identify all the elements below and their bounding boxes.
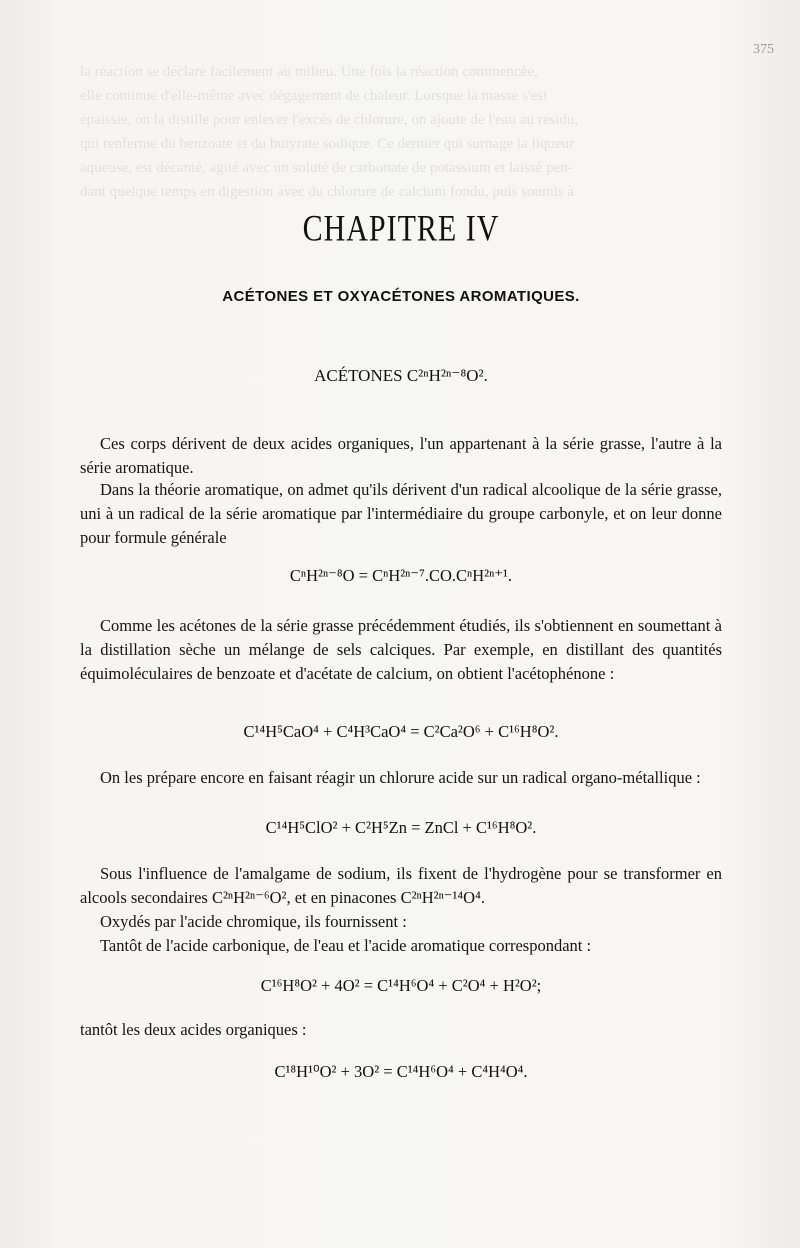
- paragraph: Sous l'influence de l'amalgame de sodium, ils fixent de l'hydrogène pour se transformer en alcools secondaires C²ⁿH²ⁿ⁻⁶O², et en pinacones C²ⁿH²ⁿ⁻¹⁴O⁴.: [80, 864, 722, 907]
- paragraph: Oxydés par l'acide chromique, ils fournissent :: [100, 912, 407, 931]
- section-title: ACÉTONES ET OXYACÉTONES AROMATIQUES.: [222, 288, 580, 305]
- page-number: 375: [753, 42, 774, 57]
- paragraph: Comme les acétones de la série grasse précédemment étudiés, ils s'obtiennent en soumettant à la distillation sèche un mélange de sels calciques. Par exemple, en distillant des quantités équimoléculaires de benzoate et d'acétate de calcium, on obtient l'acétophénone :: [80, 616, 722, 683]
- chapter-title: CHAPITRE IV: [302, 207, 500, 249]
- paragraph: Dans la théorie aromatique, on admet qu'ils dérivent d'un radical alcoolique de la série grasse, uni à un radical de la série aromatique par l'intermédiaire du groupe carbonyle, et on leur donne pour formule générale: [80, 480, 722, 547]
- paragraph: Ces corps dérivent de deux acides organiques, l'un appartenant à la série grasse, l'autre à la série aromatique.: [80, 434, 722, 477]
- paragraph: tantôt les deux acides organiques :: [80, 1020, 307, 1039]
- show-through-text: la réaction se déclare facilement au milieu. Une fois la réaction commencée, elle continue d'elle-même avec dégagement de chaleur. Lorsque la masse s'est épaissie, on la distille pour enlever l'excès de chlorure, on ajoute de l'eau au résidu, qui renferme du benzoate et du butyrate sodique. Ce dernier qui surnage la liqueur aqueuse, est décanté, agité avec un soluté de carbonate de potassium et laissé pen- dant quelque temps en digestion avec du chlorure de calcium fondu, puis soumis à: [80, 64, 579, 200]
- formula: C¹⁶H⁸O² + 4O² = C¹⁴H⁶O⁴ + C²O⁴ + H²O²;: [260, 976, 542, 995]
- formula: CⁿH²ⁿ⁻⁸O = CⁿH²ⁿ⁻⁷.CO.CⁿH²ⁿ⁺¹.: [289, 566, 513, 585]
- subsection-title: ACÉTONES C²ⁿH²ⁿ⁻⁸O².: [314, 366, 488, 385]
- formula: C¹⁴H⁵CaO⁴ + C⁴H³CaO⁴ = C²Ca²O⁶ + C¹⁶H⁸O².: [243, 722, 559, 741]
- formula: C¹⁸H¹⁰O² + 3O² = C¹⁴H⁶O⁴ + C⁴H⁴O⁴.: [274, 1062, 528, 1081]
- paragraph: On les prépare encore en faisant réagir un chlorure acide sur un radical organo-métallique :: [100, 768, 701, 787]
- formula: C¹⁴H⁵ClO² + C²H⁵Zn = ZnCl + C¹⁶H⁸O².: [265, 818, 537, 837]
- paragraph: Tantôt de l'acide carbonique, de l'eau et l'acide aromatique correspondant :: [100, 936, 592, 955]
